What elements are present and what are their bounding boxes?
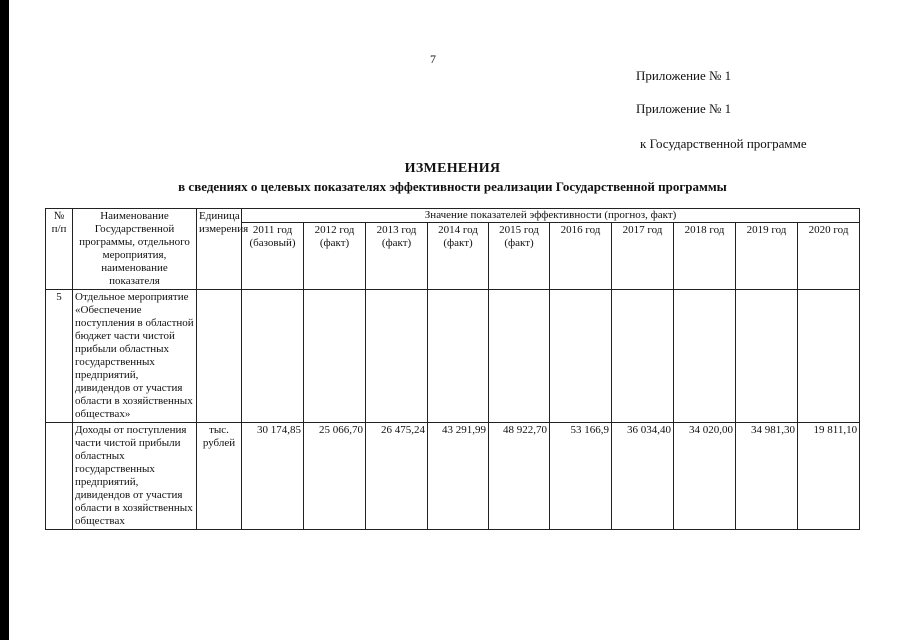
row-value: 19 811,10 [798,423,860,530]
row-num: 5 [46,290,73,423]
header-unit: Единица измерения [197,209,242,290]
row-value [798,290,860,423]
appendix-line-2: Приложение № 1 [636,101,732,116]
row-value [674,290,736,423]
header-year: 2015 год (факт) [489,223,550,290]
row-value [612,290,674,423]
row-value: 34 020,00 [674,423,736,530]
scan-dark-edge [0,0,9,640]
row-name: Доходы от поступления части чистой прибыли областных государственных предприятий, дивидендов от участия области в хозяйственных обществах [73,423,197,530]
header-num: № п/п [46,209,73,290]
header-year: 2019 год [736,223,798,290]
header-year: 2013 год (факт) [366,223,428,290]
row-value [736,290,798,423]
header-row-top [46,209,860,223]
header-year: 2012 год (факт) [304,223,366,290]
row-value: 48 922,70 [489,423,550,530]
row-value: 30 174,85 [242,423,304,530]
row-value [366,290,428,423]
header-year: 2016 год [550,223,612,290]
document-subtitle: в сведениях о целевых показателях эффективности реализации Государственной программы [178,179,727,194]
header-values-group: Значение показателей эффективности (прогноз, факт) [242,209,860,223]
row-value: 26 475,24 [366,423,428,530]
header-year: 2014 год (факт) [428,223,489,290]
appendix-line-3: к Государственной программе [640,136,807,151]
page-number: 7 [430,52,436,66]
appendix-line-1: Приложение № 1 [636,68,732,83]
row-value: 43 291,99 [428,423,489,530]
row-value [489,290,550,423]
row-unit [197,290,242,423]
table-row [46,423,860,530]
row-value: 36 034,40 [612,423,674,530]
row-value: 34 981,30 [736,423,798,530]
document-title: ИЗМЕНЕНИЯ [404,161,501,176]
row-unit: тыс. рублей [197,423,242,530]
header-year: 2018 год [674,223,736,290]
row-num [46,423,73,530]
row-value [242,290,304,423]
row-value: 25 066,70 [304,423,366,530]
header-year: 2017 год [612,223,674,290]
header-year: 2011 год (базовый) [242,223,304,290]
row-value: 53 166,9 [550,423,612,530]
row-value [304,290,366,423]
row-value [428,290,489,423]
row-value [550,290,612,423]
indicators-table [45,208,860,530]
table-row [46,290,860,423]
row-name: Отдельное мероприятие «Обеспечение поступления в областной бюджет части чистой прибыли областных государственных предприятий, дивидендов от участия области в хозяйственных обществах» [73,290,197,423]
header-name: Наименование Государственной программы, отдельного мероприятия, наименование показателя [73,209,197,290]
header-year: 2020 год [798,223,860,290]
